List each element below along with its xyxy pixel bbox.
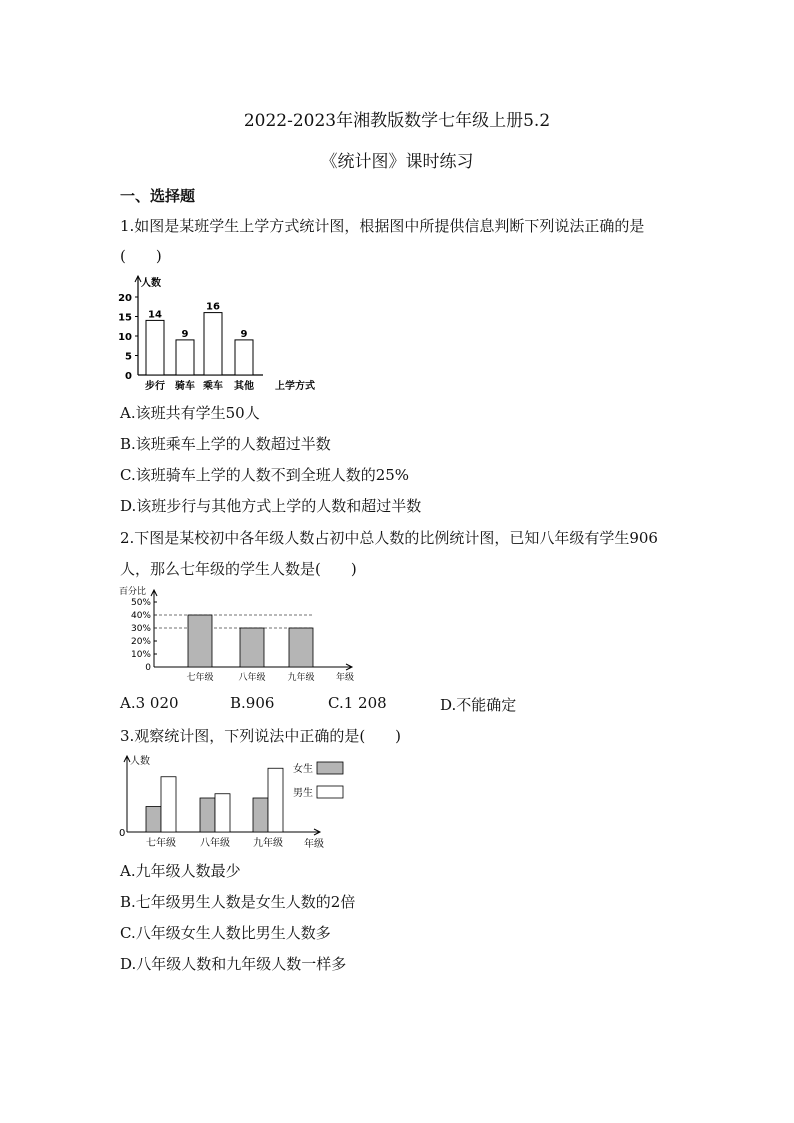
x-axis-label: 年级 xyxy=(336,673,355,683)
y-axis-label: 人数 xyxy=(141,278,161,289)
y-tick-label: 0 xyxy=(145,663,151,673)
y-axis-label: 百分比 xyxy=(119,587,147,597)
q2-stem-line1: 2.下图是某校初中各年级人数占初中总人数的比例统计图，已知八年级有学生906 xyxy=(120,529,658,547)
q2-stem-line2: 人，那么七年级的学生人数是( ) xyxy=(120,560,357,578)
q3-option-a: A.九年级人数最少 xyxy=(120,862,241,880)
y-tick-label: 10% xyxy=(130,650,151,660)
legend-swatch xyxy=(317,786,343,798)
y-tick-label: 10 xyxy=(118,332,132,343)
bar-value-label: 14 xyxy=(148,309,162,321)
q3-stem: 3.观察统计图，下列说法中正确的是( ) xyxy=(120,727,402,745)
bar xyxy=(289,628,313,667)
q2-option-d: D.不能确定 xyxy=(440,696,517,714)
x-tick-label: 九年级 xyxy=(253,838,283,849)
legend-label: 男生 xyxy=(293,788,313,799)
q1-option-c: C.该班骑车上学的人数不到全班人数的25% xyxy=(120,466,410,484)
q3-option-c: C.八年级女生人数比男生人数多 xyxy=(120,924,331,942)
x-tick-label: 七年级 xyxy=(186,673,214,683)
bar xyxy=(176,340,194,375)
bar-value-label: 16 xyxy=(206,301,220,313)
x-tick-label: 八年级 xyxy=(238,673,266,683)
chart-grade-percent xyxy=(115,585,365,685)
section-heading: 一、选择题 xyxy=(120,187,196,205)
bar-value-label: 9 xyxy=(240,328,248,340)
origin-label: 0 xyxy=(119,828,126,839)
y-tick-label: 0 xyxy=(125,371,132,382)
bar xyxy=(268,768,283,832)
bar xyxy=(253,798,268,832)
y-tick-label: 20 xyxy=(118,293,132,304)
q1-stem-line2: ( ) xyxy=(120,247,162,265)
y-tick-label: 40% xyxy=(130,611,151,621)
x-tick-label: 七年级 xyxy=(146,838,176,849)
bar xyxy=(215,794,230,832)
doc-title-line2: 《统计图》课时练习 xyxy=(320,152,474,172)
x-tick-label: 八年级 xyxy=(200,838,230,849)
x-axis-label: 年级 xyxy=(304,839,324,850)
bar-value-label: 9 xyxy=(181,328,189,340)
x-tick-label: 其他 xyxy=(234,381,254,392)
y-axis-label: 人数 xyxy=(130,756,150,767)
x-tick-label: 骑车 xyxy=(175,381,195,392)
bar xyxy=(200,798,215,832)
bar xyxy=(161,777,176,832)
chart-commute xyxy=(115,272,335,397)
y-tick-label: 5 xyxy=(125,351,132,363)
q1-option-d: D.该班步行与其他方式上学的人数和超过半数 xyxy=(120,497,422,515)
bar xyxy=(235,340,253,375)
y-tick-label: 50% xyxy=(130,598,151,608)
q1-stem-line1: 1.如图是某班学生上学方式统计图，根据图中所提供信息判断下列说法正确的是 xyxy=(120,217,645,235)
legend-swatch xyxy=(317,762,343,774)
q1-option-b: B.该班乘车上学的人数超过半数 xyxy=(120,435,331,453)
x-axis-label: 上学方式 xyxy=(275,381,315,392)
doc-title-line1: 2022-2023年湘教版数学七年级上册5.2 xyxy=(243,111,551,131)
q3-option-b: B.七年级男生人数是女生人数的2倍 xyxy=(120,893,356,911)
x-tick-label: 乘车 xyxy=(203,381,223,392)
chart-gender-grade xyxy=(115,752,365,852)
bar xyxy=(146,807,161,833)
q1-option-a: A.该班共有学生50人 xyxy=(120,404,260,422)
x-tick-label: 九年级 xyxy=(287,673,315,683)
bar xyxy=(204,313,222,375)
y-tick-label: 15 xyxy=(118,312,132,324)
bar xyxy=(240,628,264,667)
q2-option-b: B.906 xyxy=(230,694,275,712)
legend-label: 女生 xyxy=(293,764,313,775)
y-tick-label: 20% xyxy=(130,637,151,647)
q2-option-c: C.1 208 xyxy=(328,694,387,712)
y-tick-label: 30% xyxy=(130,624,151,634)
bar xyxy=(188,615,212,667)
bar xyxy=(146,320,164,375)
x-tick-label: 步行 xyxy=(145,381,165,392)
q2-option-a: A.3 020 xyxy=(120,694,179,712)
q3-option-d: D.八年级人数和九年级人数一样多 xyxy=(120,955,347,973)
